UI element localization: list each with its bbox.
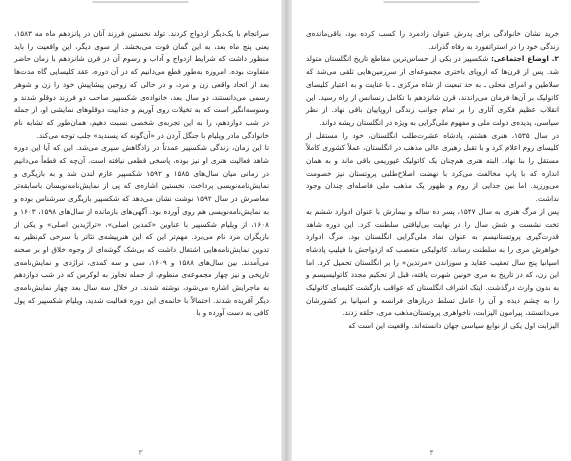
section-paragraph: [306, 53, 559, 129]
right-page: [292, 0, 571, 461]
page-number: ۳: [138, 448, 143, 457]
paragraph: پس از مرگ هنری به سال ۱۵۴۷، پسر ده ساله و بیمارش با عنوان ادوارد ششم به تخت نشست و شش سال را در نهایت بی‌لیاقتی سلطنت کرد. این دوره شاهد قدرت‌گیری پروتستانیسم به عنوان نماد ملی‌گرایی انگلستان بود. مرگ ادوارد خواهرش مری را به سلطنت رساند. کاتولیکی متعصب که ازدواجش با فیلیپ پادشاه اسپانیا پنج سال تعقیب عقاید و سوزاندن «مرتدین» را بر انگلستان تحمیل کرد. اما این زن، که در تاریخ به مری خونین شهرت یافته، قبل از تحکیم مجدد کاتولیسیسم و به بدون وارث درگذشت. اینک اشراف انگلستان که عواقب بازگشت کلیسای کاتولیک را به چشم دیده و آن را عامل تسلط دربارهای فرانسه و اسپانیا بر کشورشان می‌دانستند، پیرامون الیزابت، ناخواهری پروتستان‌مذهب مری، حلقه زدند.: [306, 206, 559, 318]
paragraph: در سال ۱۵۳۵، هنری هشتم، پادشاه عشرت‌طلب انگلستان، خود را مستقل از کلیسای روم اعلام کرد و با تقبل رهبری عالی مذهب در انگلستان، عملاً کشوری کاملاً مستقل را بنا نهاد. البته هنری هم‌چنان یک کاتولیک غیوریمی باقی ماند و به همان اندازه که با پاپ مخالفت می‌کرد با نهضت اصلاح‌طلبی پروتستان نیز خصومت می‌ورزید. اما بین جدایی از روم و ظهور یک مذهب ملی فاصله‌ای چندان وجود نداشت.: [306, 130, 560, 204]
paragraph: الیزابت اول یکی از نوابغ سیاسی جهان دانسته‌اند. واقعیت این است که: [348, 321, 559, 331]
running-header: [292, 0, 571, 7]
right-body-text: [306, 28, 559, 333]
page-number: ۴: [429, 448, 434, 457]
paragraph: سرانجام با یک‌دیگر ازدواج کردند. تولد نخستین فرزند آنان در پانزدهم ماه مه ۱۵۸۳، یعنی پنج ماه بعد، به این گمان قوت می‌بخشد. از سوی دیگر، این واقعیت را باید منظور داشت که شرایط ازدواج و آداب و رسوم آن در قرن شانزدهم با زمان حاضر متفاوت بوده. امروزه به‌طور قطع می‌دانیم که در آن دوره، عقد کلیسایی گاه مدت‌ها بعد از اتحاد واقعی زن و مرد، و در حالی که زوجین پیشاپیش خود را زن و شوهر رسمی می‌دانستند، دو سال بعد، خانواده‌ی شکسپیر صاحب دو فرزند دوقلو شدند و وسوسه‌انگیز است که به تخیلات روی آوریم و جذابیت دوقلوهای نمایشی او، از جمله در شب دوازدهم، را به این تجربه‌ی شخصی نسبت دهیم، همان‌طور که تشابه نام خانوادگی مادر ویلیام با جنگل آردن در «آن‌گونه که پسندید» جلب توجه می‌کند.: [14, 29, 269, 140]
section-title: ۲. اوضاع اجتماعی:: [490, 54, 559, 64]
book-gutter: [281, 0, 292, 461]
left-page: [0, 0, 281, 461]
running-header: [0, 0, 281, 7]
left-body-text: [14, 28, 269, 320]
paragraph: تا این زمان، زندگی شکسپیر عمدتاً در زادگاهش سپری می‌شد. این که آیا این دوره شاهد فعالیت هنری او نیز بوده، پاسخی قطعی نیافته است. آن‌چه که قطعاً می‌دانیم در زمانی میان سال‌های ۱۵۸۵ و ۱۵۹۲ شکسپیر عازم لندن شد و به بازیگری و نمایش‌نامه‌نویسی پرداخت. نخستین اشاره‌ی که پی از نمایش‌نامه‌نویسان باسابقه‌تر معاصرش در سال ۱۵۹۲ نوشت نشان می‌دهد که شکسپیر بازیگری سرشناس بوده و به نمایش‌نامه‌نویسی هم روی آورده بود. آگهی‌های بازمانده از سال‌های ۱۵۹۸، ۱۶۰۳ و ۱۶۰۸، از ویلیام شکسپیر با عناوین «کمدین اصلی»، «تراژیدین اصلی» و یکی از بازیگران مرد نام می‌برد. مهم‌تر این که این هنرپیشه‌ی تئاتر یا سرخی کم‌نظیر به تدوین نمایش‌نامه‌هایی اشتغال داشت که بی‌شک گوشه‌ای از وجوه خلاق او بر صحنه می‌آمدند. بین سال‌های ۱۵۸۸ و ۱۶۰۹، سی و سه کمدی، تراژدی و نمایش‌نامه‌ی تاریخی و نیز چهار مجموعه‌ی منظوم، از جمله تجاوز به لوکرس که در شب دوازدهم به ماجرایش اشاره می‌شود، نوشته شدند. در خلال سه سال بعد چهار نمایش‌نامه‌ی دیگر آفریده شدند. احتمالاً با خاتمه‌ی این دوره فعالیت شدید، ویلیام شکسپیر که پول کافی به دست آورده و با: [14, 143, 269, 318]
section-text: شکسپیر در یکی از حساس‌ترین مقاطع تاریخ انگلستان متولد شد. پس از قرن‌ها که اروپای باختری مجموعه‌ای از سرزمین‌هایی تلقی می‌شد که سلاطین و امرای محلی ـ به حد تبعیت از شاه مرکزی ـ با عنایت و به اعتبار کلیسای کاتولیک بر آن‌ها فرمان می‌راندند، قرن شانزدهم با تکامل رنسانس از راه رسید. این انقلاب عظیم فکری آثاری را بر تمام جوانب زندگی اروپاییان باقی نهاد. از نظر سیاسی، پدیده‌ی دولت ملی و مفهوم ملی‌گرایی به ویژه در انگلستان ریشه دواند.: [306, 54, 559, 127]
paragraph: خرید نشان خانوادگی برای پدرش عنوان زادمرد را کسب کرده بود، باقی‌مانده‌ی زندگی خود را در استراتفورد به رفاه گذراند.: [306, 29, 559, 51]
